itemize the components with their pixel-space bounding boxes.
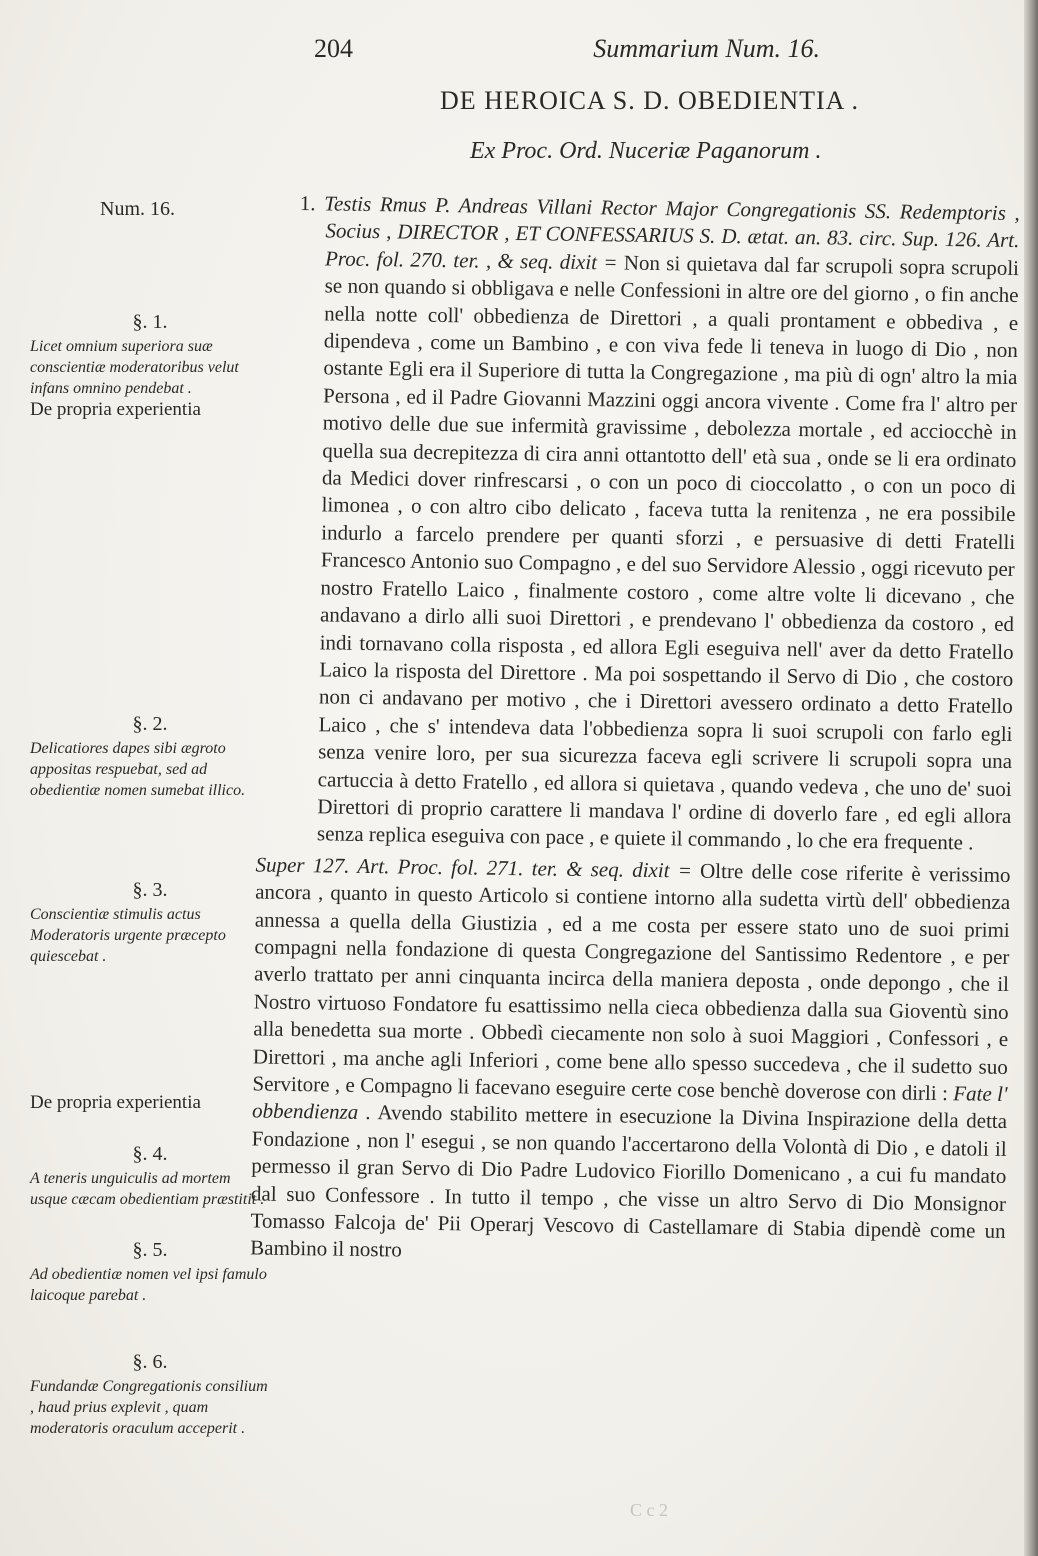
- margin-note-2: [30, 714, 270, 801]
- page-title: DE HEROICA S. D. OBEDIENTIA .: [440, 86, 859, 115]
- paragraph-1: [291, 190, 1020, 858]
- witness-intro: Testis Rmus P. Andreas Villani Rector Major Congregationis SS. Redemptoris , Socius , DIRECTOR , ET CONFESSARIUS S. D. ætat. an. 83. circ. Sup. 126. Art. Proc. fol. 270. ter. , & seq. dixit =: [324, 191, 1020, 275]
- margin-note-5: [30, 1240, 270, 1306]
- page-edge-shadow: [1024, 0, 1038, 1556]
- margin-note-text: Licet omnium superiora suæ conscientiæ moderatoribus velut infans omnino pendebat .: [30, 338, 239, 397]
- margin-note-4: [30, 1144, 270, 1210]
- margin-num: Num. 16.: [100, 198, 175, 220]
- margin-note-1: [30, 312, 270, 420]
- margin-note-text: Delicatiores dapes sibi ægroto appositas respuebat, sed ad obedientiæ nomen sumebat illico.: [30, 740, 246, 799]
- margin-note-text: Conscientiæ stimulis actus Moderatoris urgente præcepto quiescebat .: [30, 906, 226, 965]
- margin-note-label: [30, 1092, 270, 1113]
- quoted-phrase: Fate l' obbendienza .: [251, 1081, 1008, 1125]
- section-mark: §. 2.: [132, 713, 168, 735]
- page-subtitle: Ex Proc. Ord. Nuceriæ Paganorum .: [470, 138, 822, 164]
- margin-note-3: [30, 880, 270, 967]
- section-mark: §. 6.: [132, 1351, 168, 1373]
- margin-note-text: A teneris unguiculis ad mortem usque cæcam obedientiam præstitit .: [30, 1170, 265, 1208]
- page-number: 204: [314, 34, 353, 63]
- margin-note-extra: De propria experientia: [30, 1092, 201, 1113]
- section-mark: §. 5.: [132, 1239, 168, 1261]
- paragraph-number: 1.: [299, 190, 316, 216]
- margin-note-text: Fundandæ Congregationis consilium , haud prius explevit , quam moderatoris oraculum acceperit .: [30, 1378, 268, 1437]
- paragraph-text: Non si quietava dal far scrupoli sopra scrupoli se non quando si obbligava e nelle Confessioni in altre ore del giorno , o fin anche nella notte coll' obbedienza de Direttori , a quali prontament e obbediva , e dipendeva , come un Bambino , e con viva fede li teneva in luogo di Dio , non ostante Egli era il Superiore di tutta la Congregazione , ma più di ogn' altro la mia Persona , ed il Padre Giovanni Mazzini oggi ancora vivente . Come fra l' altro per motivo delle due sue infermità gravissime , debolezza mortale , ed acciocchè in quella sua decrepitezza di cira anni ottantotto dell' età sua , onde se li era ordinato da Medici dover rinfrescarsi , o con un poco di cioccolatto , o con un poco di limonea , o con altro cibo delicato , faceva tutta la renitenza , ne era possibile indurlo a farcelo prendere per quanti sforzi , e persuasive di detti Fratelli Francesco Antonio suo Compagno , e del suo Servidore Alessio , oggi ricevuto per nostro Fratello Laico , finalmente costoro , come altre volte li dicevano , che andavano a dirlo alli suoi Direttori , e prendevano l' obbedienza da costoro , ed indi tornavano colla risposta , ed allora Egli eseguiva nell' aver da detto Fratello Laico la risposta del Direttore . Ma poi sospettando il Servo di Dio , che costoro non ci andavano per motivo , che i Direttori avessero ordinato a detto Fratello Laico , che s' intendeva data l'obbedienza sopra li suoi scrupoli con farlo egli senza venire loro, per sua sicurezza faceva egli scrivere li scrupoli sopra una cartuccia à detto Fratello , ed allora si quietava , quando vedeva , che uno de' suoi Direttori di proprio carattere li mandava l' ordine di doverlo fare , ed egli allora senza replica eseguiva con pace , e quiete il commando , lo che era frequente .: [316, 250, 1020, 855]
- section-mark: §. 3.: [132, 879, 168, 901]
- paragraph-text-continued: Avendo stabilito mettere in esecuzione la Divina Inspirazione della detta Fondazione , non l' esegui , se non quando l'accertarono della Volontà di Dio , e datoli il permesso il gran Servo di Dio Padre Ludovico Fiorillo Domenicano , a cui fu mandato dal suo Confessore . In tutto il tempo , che visse un altro Servo di Dio Monsignor Tomasso Falcoja de' Pii Operarj Vescovo di Castellamare di Stabia dipendè come un Bambino il nostro: [250, 1100, 1008, 1262]
- section-mark: §. 1.: [132, 311, 168, 333]
- margin-note-text: Ad obedientiæ nomen vel ipsi famulo laicoque parebat .: [30, 1266, 267, 1304]
- running-title: Summarium Num. 16.: [593, 34, 820, 63]
- running-header: [300, 30, 820, 74]
- margin-note-6: [30, 1352, 270, 1439]
- main-text-column: [250, 190, 1020, 1273]
- paragraph-text: Oltre delle cose riferite è verissimo ancora , quanto in questo Articolo si contiene intorno alla sudetta virtù dell' obbedienza annessa a quella della Giustizia , ed a me costa per essere stato uno de suoi primi compagni nella fondazione di questa Congregazione del Santissimo Redentore , e per averlo trattato per anni cinquanta incirca della maniera deposta , onde depongo , che il Nostro virtuoso Fondatore fu esattissimo nella cieca obbedienza dalla sua Gioventù sino alla benedetta sua morte . Obbedì ciecamente non solo à suoi Maggiori , Confessori , e Direttori , ma anche agli Inferiori , come bene allo spesso succedeva , che il sudetto suo Servitore , e Compagno li facevano eseguire certe cose benchè doverose con dirli :: [252, 858, 1011, 1106]
- signature-mark: C c 2: [630, 1500, 668, 1520]
- paragraph-2: [250, 851, 1011, 1273]
- section-mark: §. 4.: [132, 1143, 168, 1165]
- margin-note-extra: De propria experientia: [30, 399, 201, 420]
- article-reference: Super 127. Art. Proc. fol. 271. ter. & seq. dixit =: [255, 852, 693, 883]
